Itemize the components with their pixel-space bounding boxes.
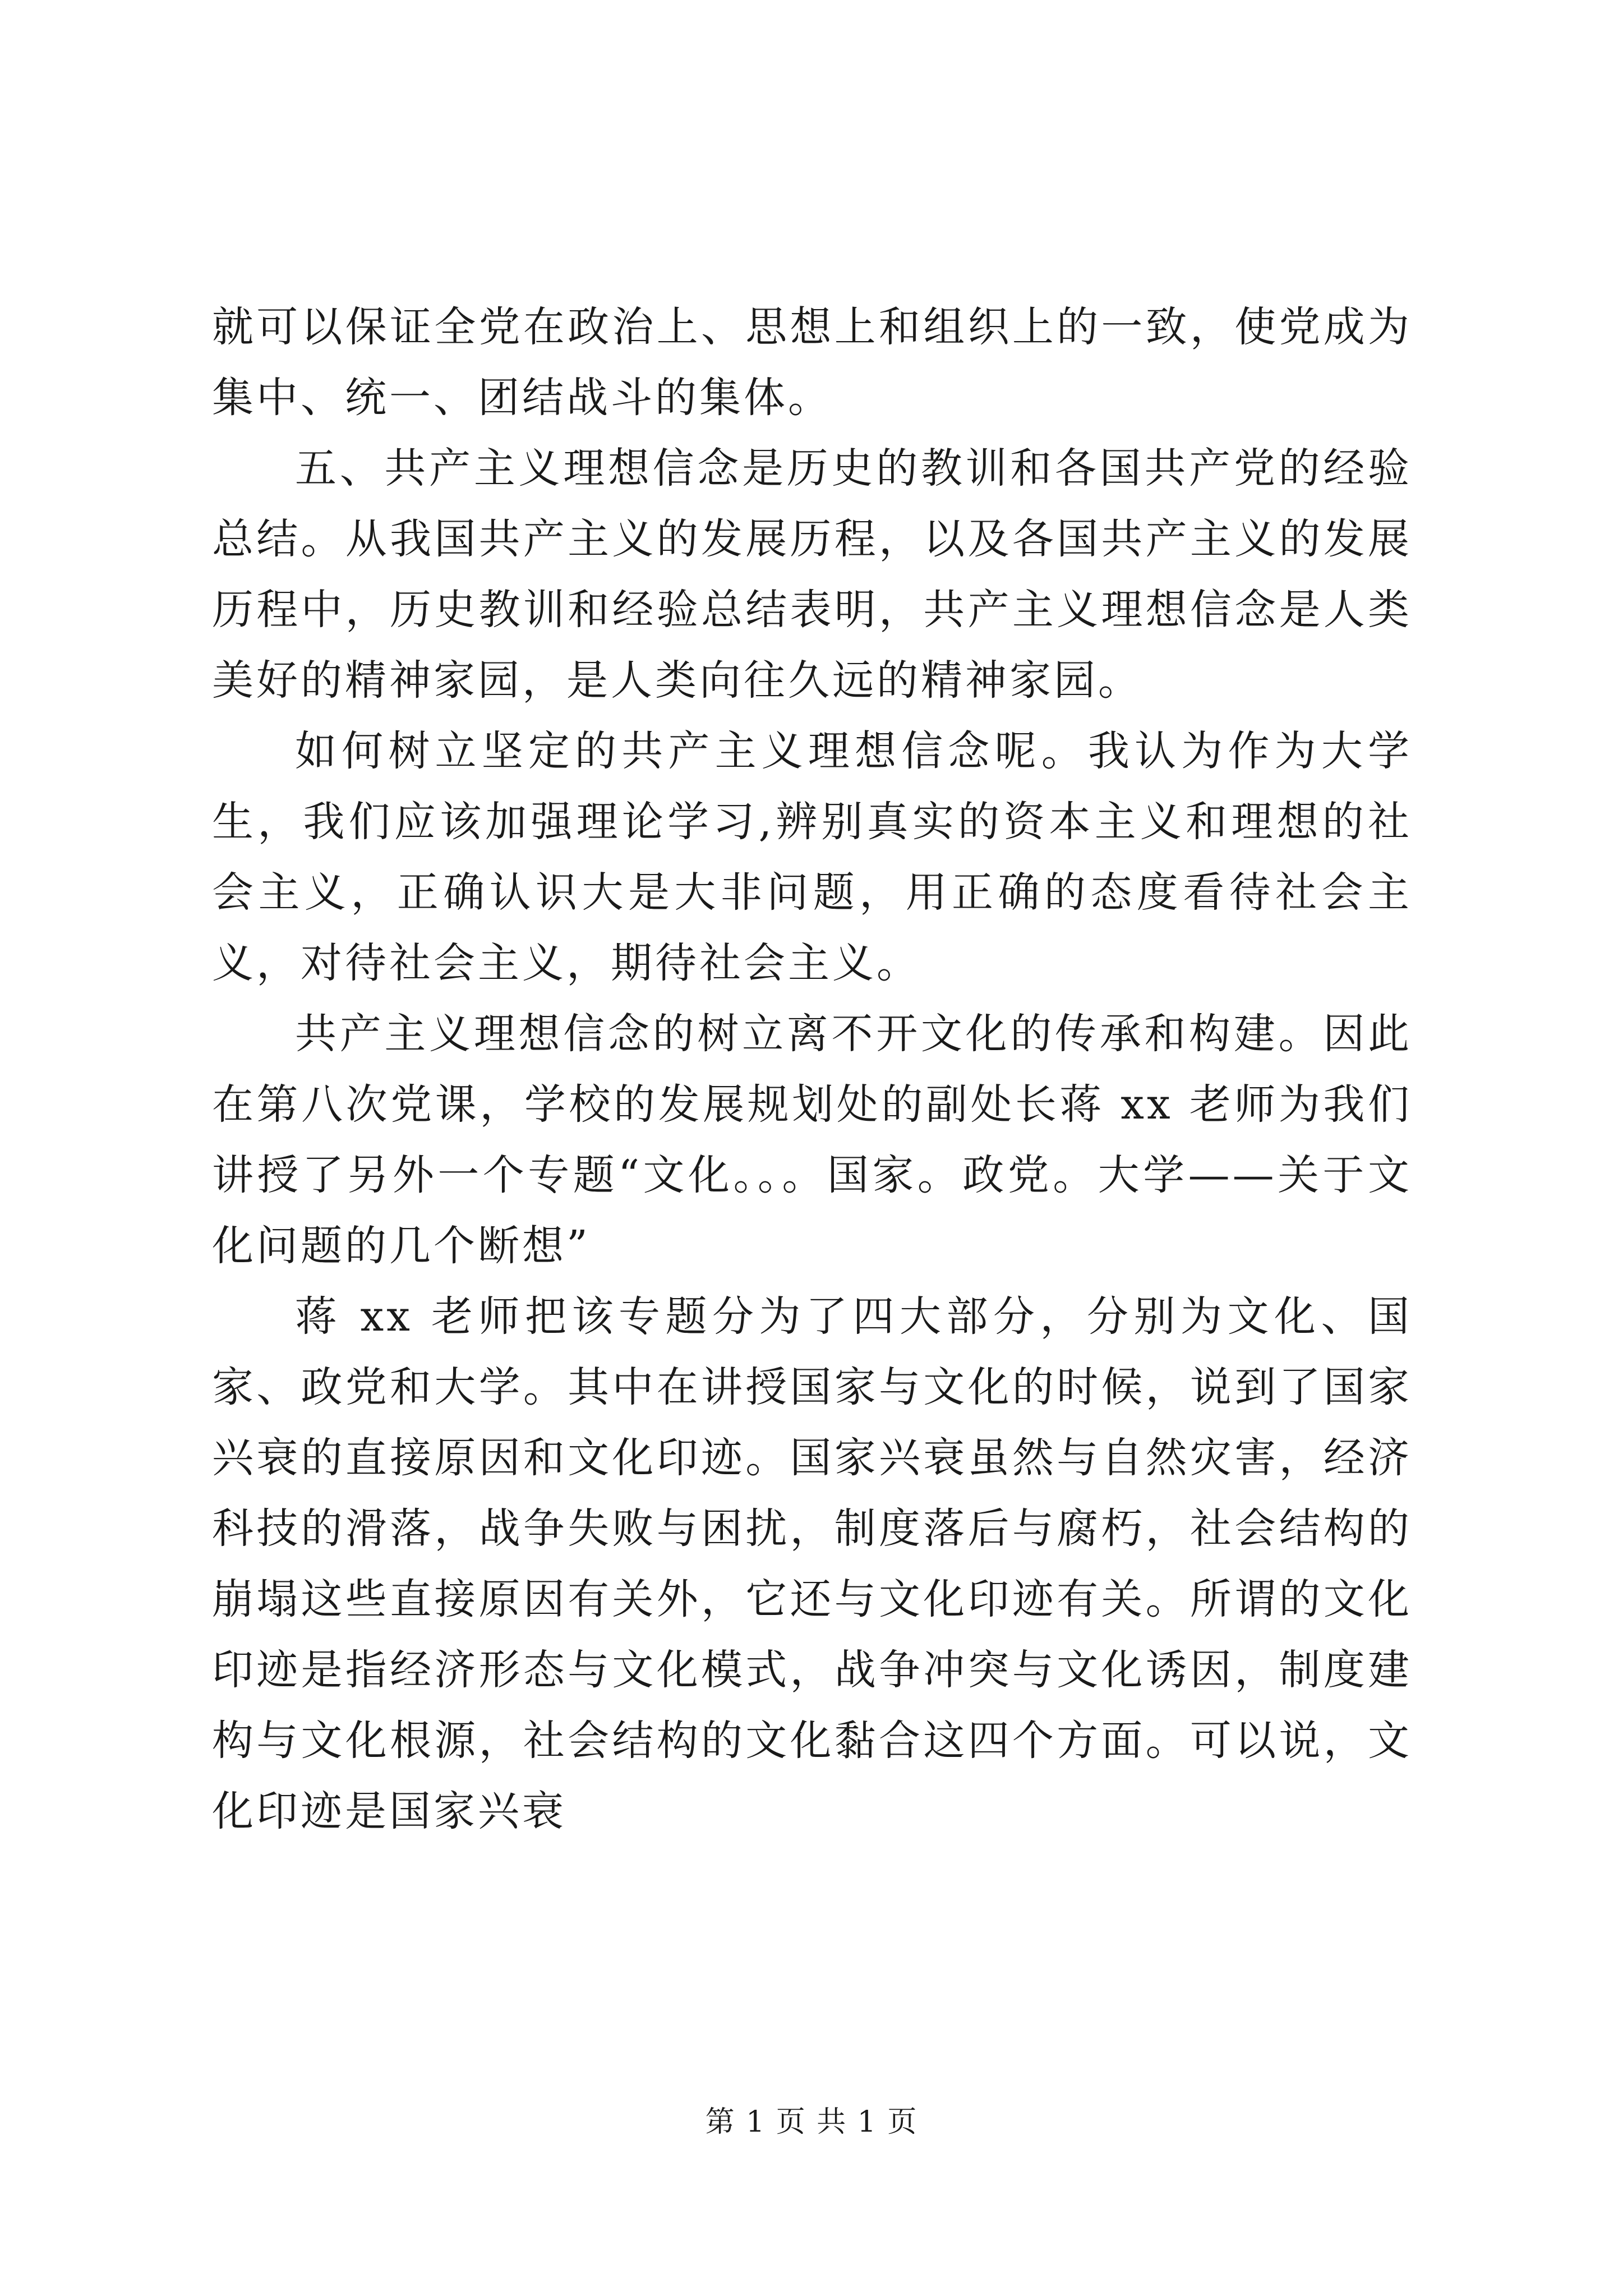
paragraph-5: 蒋 xx 老师把该专题分为了四大部分，分别为文化、国家、政党和大学。其中在讲授国家与文化的时候，说到了国家兴衰的直接原因和文化印迹。国家兴衰虽然与自然灾害，经济科技的滑落，战争失败与困扰，制度落后与腐朽，社会结构的崩塌这些直接原因有关外，它还与文化印迹有关。所谓的文化印迹是指经济形态与文化模式，战争冲突与文化诱因，制度建构与文化根源，社会结构的文化黏合这四个方面。可以说，文化印迹是国家兴衰	[212, 1292, 1412, 1835]
paragraph-3: 如何树立坚定的共产主义理想信念呢。我认为作为大学生，我们应该加强理论学习,辨别真实的资本主义和理想的社会主义，正确认识大是大非问题，用正确的态度看待社会主义，对待社会主义，期待社会主义。	[212, 727, 1412, 987]
paragraph-2: 五、共产主义理想信念是历史的教训和各国共产党的经验总结。从我国共产主义的发展历程，以及各国共产主义的发展历程中，历史教训和经验总结表明，共产主义理想信念是人类美好的精神家园，是人类向往久远的精神家园。	[212, 444, 1412, 705]
paragraph-1: 就可以保证全党在政治上、思想上和组织上的一致，使党成为集中、统一、团结战斗的集体。	[212, 303, 1412, 422]
page-footer: 第 1 页 共 1 页	[705, 2105, 918, 2139]
paragraph-4: 共产主义理想信念的树立离不开文化的传承和构建。因此在第八次党课，学校的发展规划处的副处长蒋 xx 老师为我们讲授了另外一个专题“文化。。。国家。政党。大学——关于文化问题的几个断想”	[212, 1010, 1412, 1270]
document-body	[212, 292, 1412, 1847]
